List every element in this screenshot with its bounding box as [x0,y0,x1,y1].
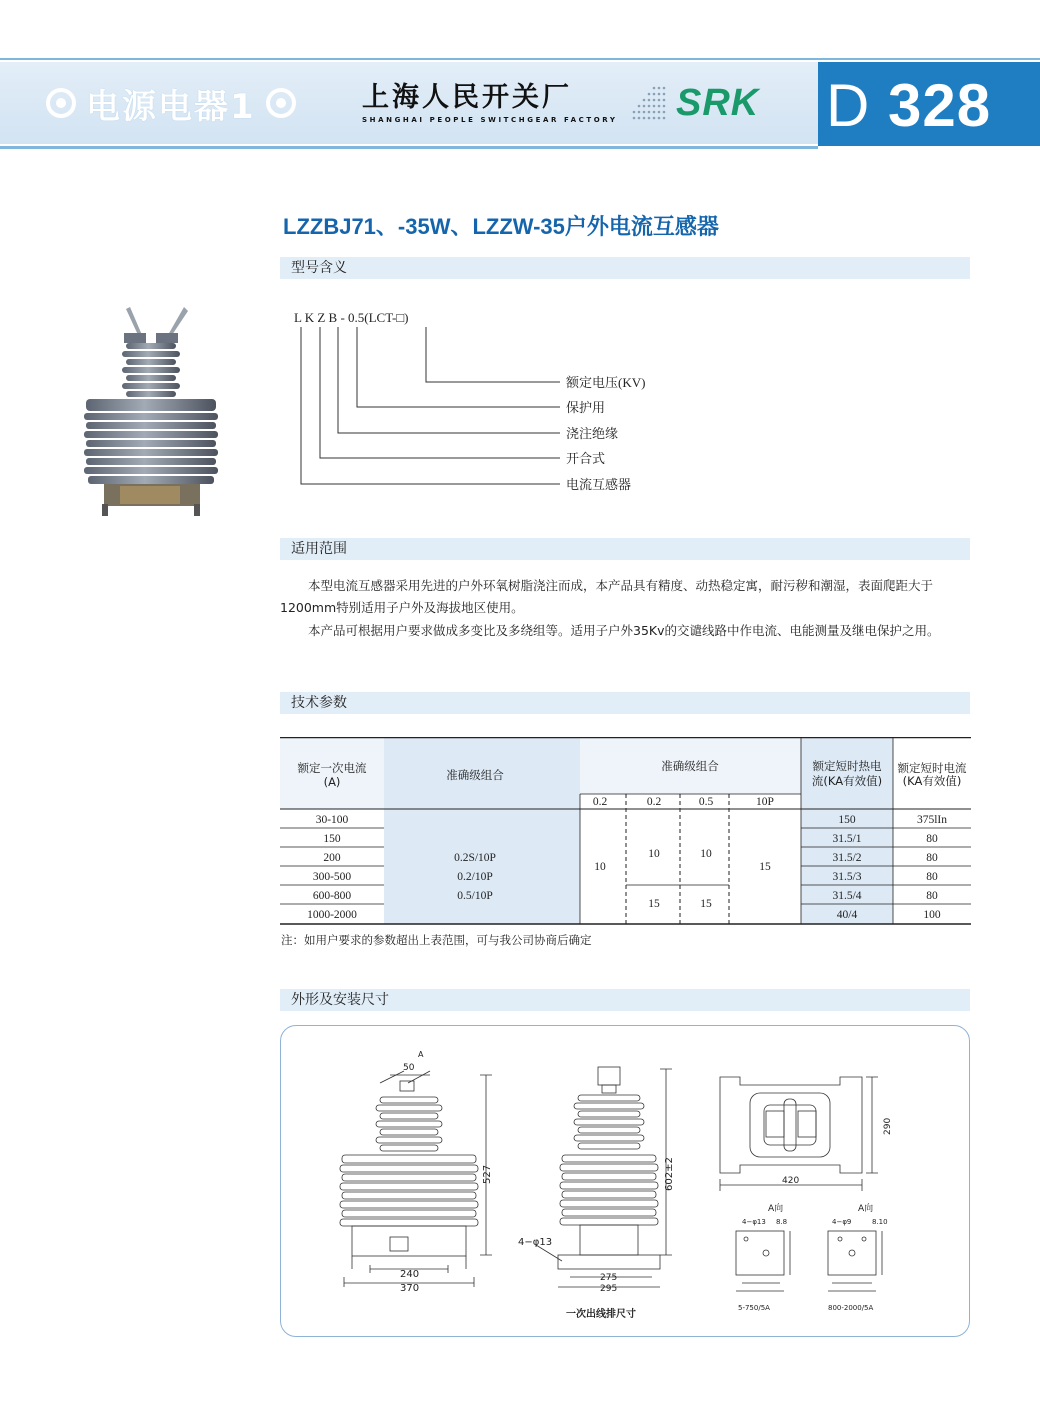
section-scope: 适用范围 [280,538,970,560]
col-thermal-unit: 流(KA有效值) [811,774,883,788]
value-05-upper: 10 [700,848,712,860]
subcol-10p: 10P [756,796,774,808]
current-row-2: 150 [323,833,341,845]
scope-paragraph-2: 本产品可根据用户要求做成多变比及多绕组等。适用子户外35Kv的交谴线路中作电流、电能测量及继电保护之用。 [308,623,940,638]
v2-width-outer: 295 [600,1284,618,1294]
col-dynamic-header: 额定短时电流 [897,761,967,775]
product-photo [80,305,220,517]
value-02b-lower: 15 [648,898,660,910]
current-row-5: 600-800 [312,890,352,902]
scope-paragraph-1: 本型电流互感器采用先进的户外环氧树脂浇注而成，本产品具有精度、动热稳定寓，耐污秽和潮湿，表面爬距大于1200mm特别适用子户外及海拔地区使用。 [280,578,934,615]
series-text: 电源电器1 [86,86,256,127]
dynamic-row-1: 375lIn [916,814,948,826]
d1-dim: 8.8 [776,1218,788,1226]
table-note: 注：如用户要求的参数超出上表范围，可与我公司协商后确定 [281,933,592,947]
section-dimensions: 外形及安装尺寸 [280,989,970,1011]
srk-logo: SRK [676,82,760,124]
v2-width-inner: 275 [600,1273,618,1283]
page-code-letter: D [826,72,871,139]
thermal-row-6: 40/4 [836,909,858,921]
circle-bullet-icon [266,88,296,118]
meaning-current-transformer: 电流互感器 [566,477,632,492]
thermal-row-4: 31.5/3 [832,871,862,883]
v3-height: 290 [883,1117,893,1135]
company-name-en: SHANGHAI PEOPLE SWITCHGEAR FACTORY [362,116,618,124]
dimension-drawing [280,1025,970,1337]
dot-pattern-icon [628,84,670,124]
value-02b-upper: 10 [648,848,660,860]
dynamic-row-3: 80 [926,852,938,864]
col-accuracy-header: 准确级组合 [446,768,504,782]
circle-bullet-icon [46,88,76,118]
value-05-lower: 15 [700,898,712,910]
d2-dir: A向 [858,1204,874,1214]
col-current-unit: (A) [323,775,341,789]
value-10p: 15 [759,861,771,873]
col-current-header: 额定一次电流 [297,761,367,775]
d1-holes: 4−φ13 [742,1218,766,1226]
col-thermal-header: 额定短时热电 [812,759,882,773]
meaning-cast-insulation: 浇注绝缘 [566,426,619,441]
col-accuracy-group-header: 准确级组合 [661,759,719,773]
model-code-diagram [290,305,690,505]
current-row-4: 300-500 [312,871,352,883]
section-model-meaning: 型号含义 [280,257,970,279]
value-02: 10 [594,861,606,873]
thermal-row-5: 31.5/4 [832,890,862,902]
header-top-rule [0,58,1040,60]
dynamic-row-2: 80 [926,833,938,845]
page-code [826,70,991,142]
accuracy-combo-2: 0.2/10P [457,871,493,883]
dynamic-row-6: 100 [923,909,941,921]
tech-param-table-grid [280,737,971,925]
d2-dim: 8.10 [872,1218,888,1226]
series-label [46,78,296,128]
accuracy-combo-3: 0.5/10P [457,890,493,902]
v1-top-dim: 50 [403,1063,415,1073]
v1-height: 527 [482,1164,493,1184]
v3-width: 420 [782,1176,800,1186]
d1-caption: 5-750/5A [738,1304,770,1312]
subcol-02b: 0.2 [646,796,662,808]
subcol-05: 0.5 [698,796,714,808]
meaning-split-core: 开合式 [566,451,606,466]
thermal-row-2: 31.5/1 [832,833,862,845]
v1-arrow-label: A [418,1050,424,1059]
v2-holes: 4−φ13 [518,1237,553,1248]
company-name-cn: 上海人民开关厂 [362,82,572,113]
v2-height: 602±2 [664,1157,675,1191]
meaning-voltage: 额定电压(KV) [566,375,646,390]
page-title: LZZBJ71、-35W、LZZW-35户外电流互感器 [283,214,719,239]
dynamic-row-5: 80 [926,890,938,902]
company-name [362,82,618,124]
d2-caption: 800-2000/5A [828,1304,874,1312]
tech-param-table [280,737,971,925]
d2-holes: 4−φ9 [832,1218,852,1226]
subcol-02: 0.2 [592,796,608,808]
current-row-3: 200 [323,852,341,864]
col-dynamic-unit: (KA有效值) [902,774,962,788]
v1-width-inner: 240 [400,1269,420,1280]
accuracy-combo-1: 0.2S/10P [454,852,496,864]
current-row-1: 30-100 [315,814,349,826]
v2-caption: 一次出线排尺寸 [566,1309,636,1320]
thermal-row-3: 31.5/2 [832,852,862,864]
v1-width-outer: 370 [400,1283,420,1294]
header-bottom-rule [0,146,818,149]
dynamic-row-4: 80 [926,871,938,883]
page-code-number: 328 [888,72,992,139]
section-tech-params: 技术参数 [280,692,970,714]
current-row-6: 1000-2000 [307,909,357,921]
thermal-row-1: 150 [838,814,856,826]
model-code: L K Z B - 0.5(LCT-□) [294,310,409,325]
meaning-protection: 保护用 [566,400,606,415]
d1-dir: A向 [768,1204,784,1214]
